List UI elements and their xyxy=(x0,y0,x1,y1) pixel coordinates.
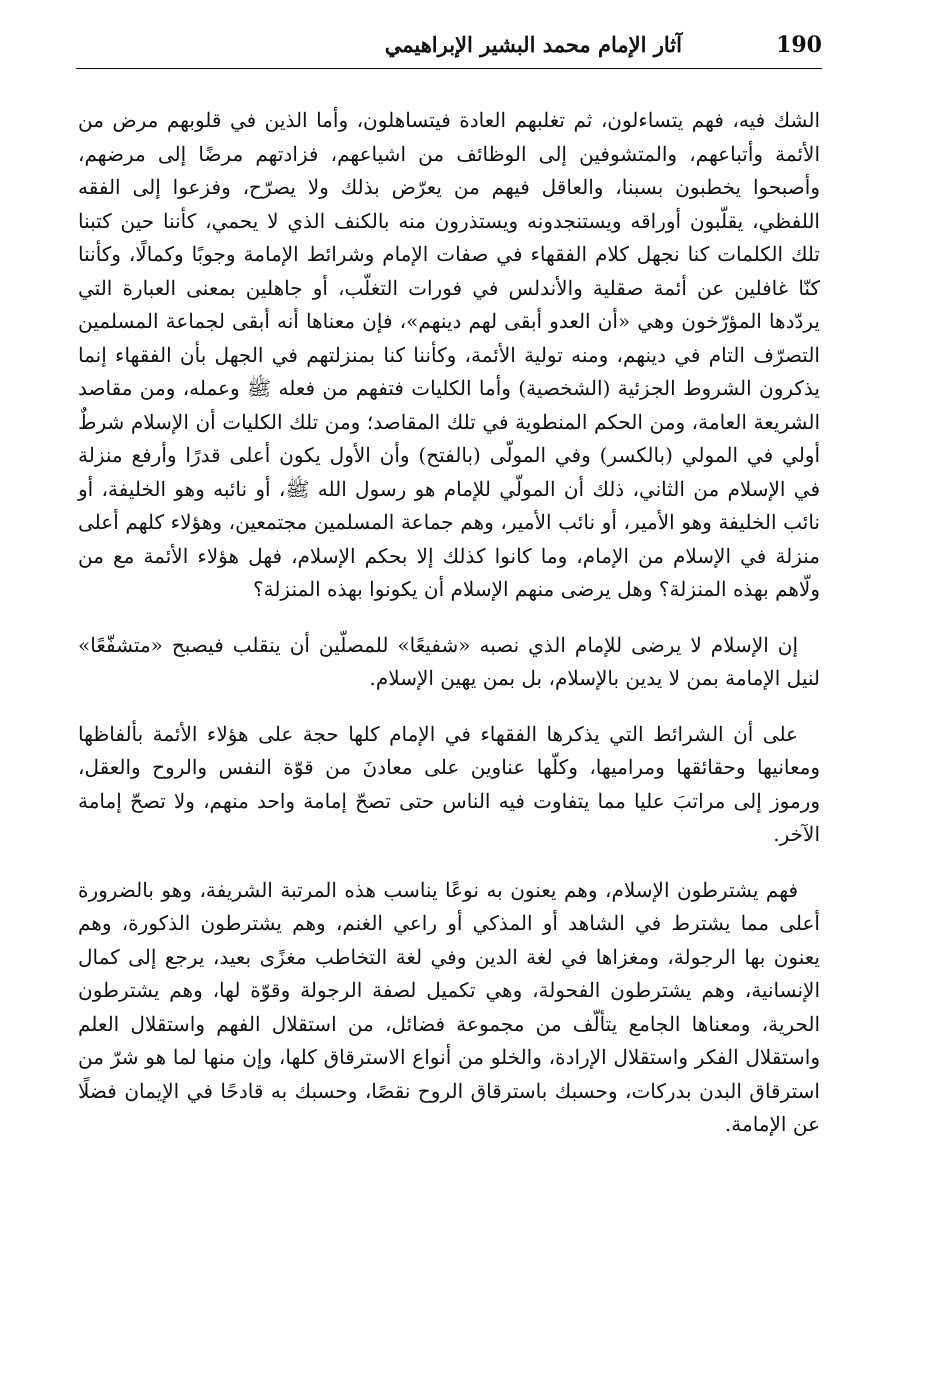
running-title: آثار الإمام محمد البشير الإبراهيمي xyxy=(384,32,682,57)
paragraph-3: على أن الشرائط التي يذكرها الفقهاء في الإمام كلها حجة على هؤلاء الأئمة بألفاظها ومعانيها وحقائقها ومراميها، وكلّها عناوين على معادنَ من قوّة النفس والروح والعقل، ورموز إلى مراتبَ عليا مما يتفاوت فيه الناس حتى تصحّ إمامة واحد منهم، ولا تصحّ إمامة الآخر. xyxy=(78,721,820,846)
body-text xyxy=(78,104,820,1142)
paragraph-1: الشك فيه، فهم يتساءلون، ثم تغلبهم العادة فيتساهلون، وأما الذين في قلوبهم مرض من الأئمة وأتباعهم، والمتشوفين إلى الوظائف من اشياعهم، فزادتهم مرضًا إلى مرضهم، وأصبحوا يخطبون بسبنا، والعاقل فيهم من يعرّض بذلك ولا يصرّح، وفزعوا إلى الفقه اللفظي، يقلّبون أوراقه ويستنجدونه ويستذرون منه بالكنف الذي لا يحمي، كأننا حين كتبنا تلك الكلمات كنا نجهل كلام الفقهاء في صفات الإمام وشرائط الإمامة وجوبًا وكمالًا، وكأننا كنّا غافلين عن أئمة صقلية والأندلس في فورات التغلّب، أو جاهلين بمعنى العبارة التي يردّدها المؤرّخون وهي «أن العدو أبقى لهم دينهم»، فإن معناها أنه أبقى لجماعة المسلمين التصرّف التام في دينهم، ومنه تولية الأئمة، وكأننا كنا بمنزلتهم في الجهل بأن الفقهاء إنما يذكرون الشروط الجزئية (الشخصية) وأما الكليات فتفهم من فعله ﷺ وعمله، ومن مقاصد الشريعة العامة، ومن الحكم المنطوية في تلك المقاصد؛ ومن تلك الكليات أن الإسلام شرطٌ أولي في المولي (بالكسر) وفي المولّى (بالفتح) وأن الأول يكون أعلى قدرًا وأرفع منزلة في الإسلام من الثاني، ذلك أن المولّي للإمام هو رسول الله ﷺ، أو نائبه وهو الخليفة، أو نائب الخليفة وهو الأمير، أو نائب الأمير، وهم جماعة المسلمين مجتمعين، وهؤلاء كلهم أعلى منزلة في الإسلام من الإمام، وما كانوا كذلك إلا بحكم الإسلام، فهل هؤلاء الأئمة مع من ولّاهم بهذه المنزلة؟ وهل يرضى منهم الإسلام أن يكونوا بهذه المنزلة؟ xyxy=(78,108,820,601)
page-number: 190 xyxy=(776,32,822,58)
paragraph-2: إن الإسلام لا يرضى للإمام الذي نصبه «شفيعًا» للمصلّين أن ينقلب فيصبح «متشفّعًا» لنيل الإمامة بمن لا يدين بالإسلام، بل بمن يهين الإسلام. xyxy=(78,632,820,690)
page-header xyxy=(76,30,822,68)
paragraph-4: فهم يشترطون الإسلام، وهم يعنون به نوعًا يناسب هذه المرتبة الشريفة، وهو بالضرورة أعلى مما يشترط في الشاهد أو المذكي أو راعي الغنم، وهم يشترطون الذكورة، وهم يعنون بها الرجولة، ومغزاها في لغة الدين وفي لغة التخاطب مغزًى بعيد، يرجع إلى كمال الإنسانية، وهم يشترطون الفحولة، وهي تكميل لصفة الرجولة وقوّة لها، وهم يشترطون الحرية، ومعناها الجامع يتألّف من مجموعة فضائل، من استقلال الفهم واستقلال العلم واستقلال الفكر واستقلال الإرادة، والخلو من أنواع الاسترقاق كلها، وإن منها لما هو شرّ من استرقاق البدن بدركات، وحسبك باسترقاق الروح نقصًا، وحسبك به قادحًا في الإيمان فضلًا عن الإمامة. xyxy=(78,877,820,1136)
header-rule xyxy=(76,68,822,69)
